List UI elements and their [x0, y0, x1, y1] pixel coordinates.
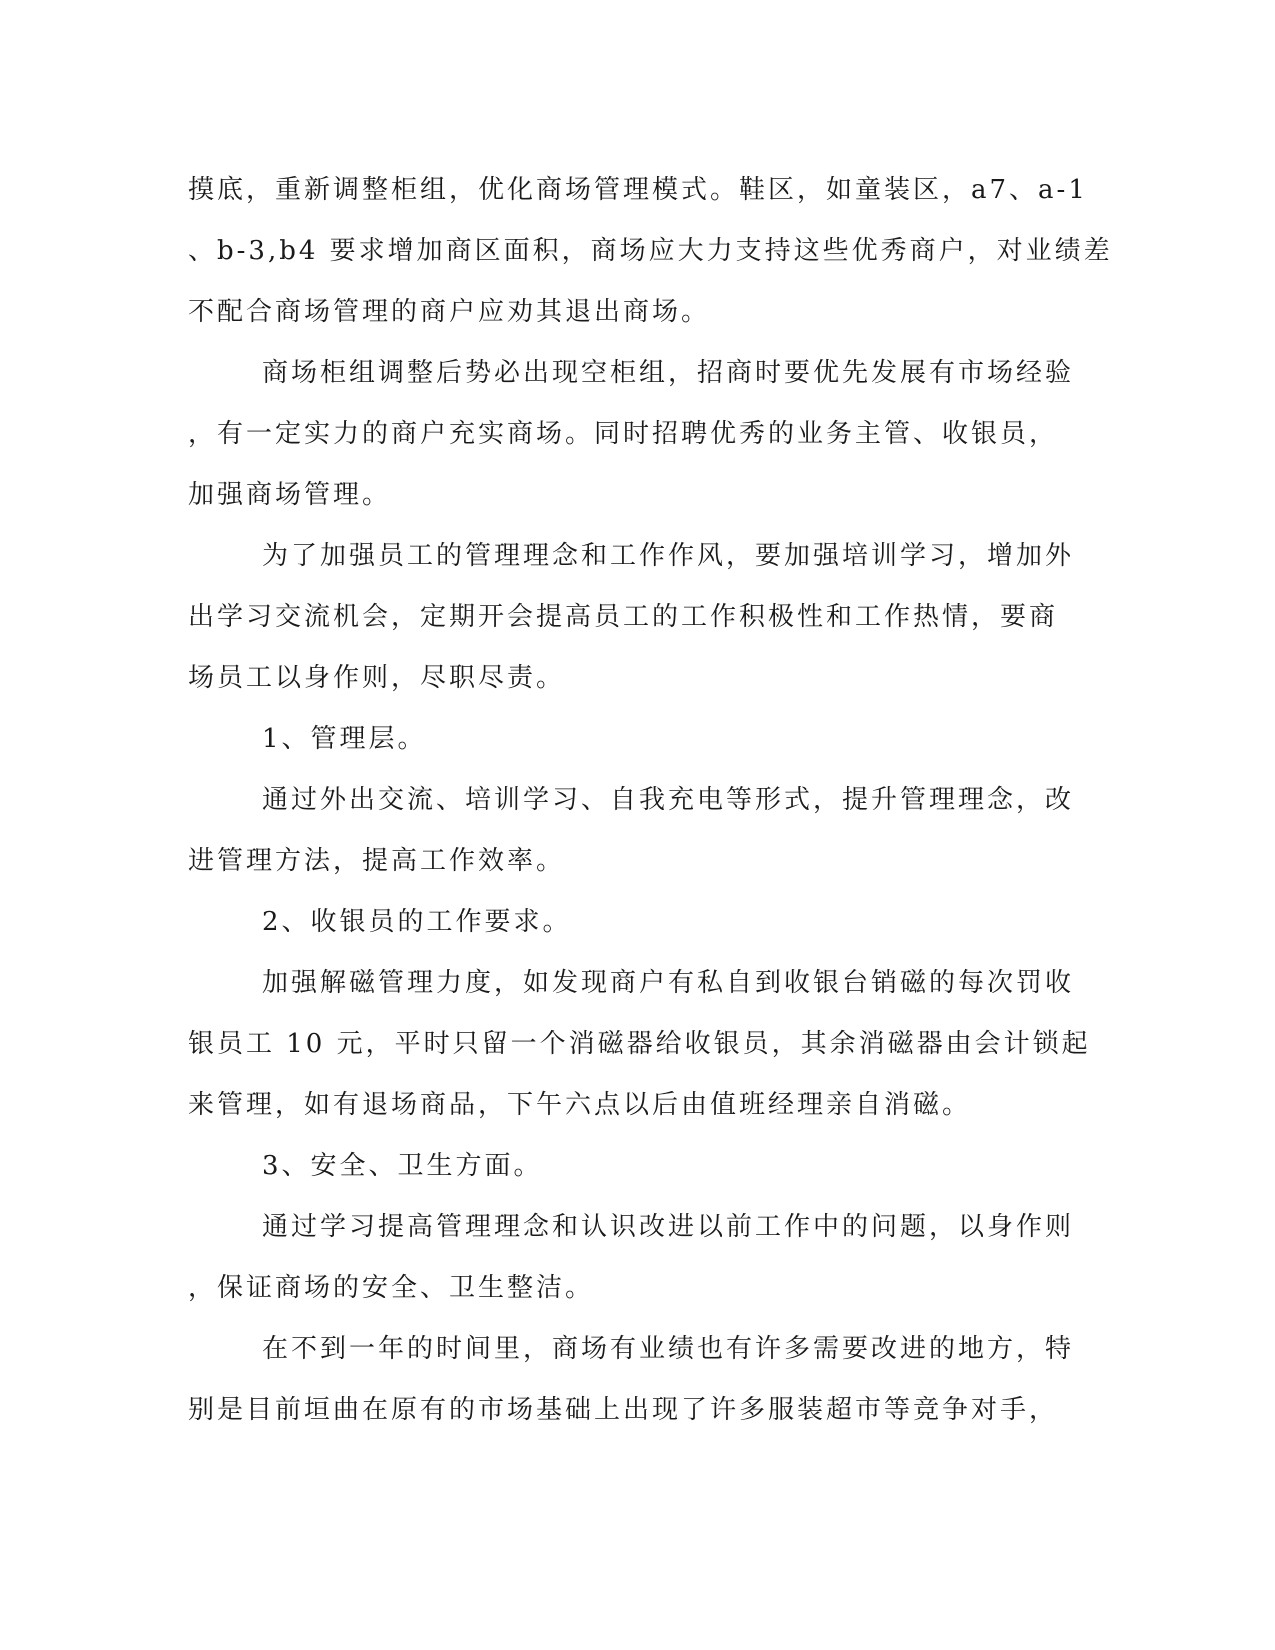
paragraph-start-line: 通过学习提高管理理念和认识改进以前工作中的问题，以身作则 — [262, 1212, 1075, 1242]
paragraph-start-line: 为了加强员工的管理理念和工作作风，要加强培训学习，增加外 — [262, 541, 1075, 571]
text-line: 出学习交流机会，定期开会提高员工的工作积极性和工作热情，要商 — [188, 602, 1059, 632]
section-heading-safety: 3、安全、卫生方面。 — [262, 1151, 543, 1181]
text-line: 进管理方法，提高工作效率。 — [188, 846, 566, 876]
text-line: 来管理，如有退场商品，下午六点以后由值班经理亲自消磁。 — [188, 1090, 972, 1120]
document-body — [188, 160, 1113, 1441]
paragraph-start-line: 商场柜组调整后势必出现空柜组，招商时要优先发展有市场经验 — [262, 358, 1075, 388]
text-line: 、b-3,b4 要求增加商区面积，商场应大力支持这些优秀商户，对业绩差 — [188, 236, 1113, 266]
text-line: 别是目前垣曲在原有的市场基础上出现了许多服装超市等竞争对手， — [188, 1395, 1059, 1425]
text-line: 加强商场管理。 — [188, 480, 392, 510]
text-line: 摸底，重新调整柜组，优化商场管理模式。鞋区，如童装区，a7、a-1 — [188, 175, 1088, 205]
section-heading-management: 1、管理层。 — [262, 724, 427, 754]
paragraph-start-line: 在不到一年的时间里，商场有业绩也有许多需要改进的地方，特 — [262, 1334, 1075, 1364]
text-line: 银员工 10 元，平时只留一个消磁器给收银员，其余消磁器由会计锁起 — [188, 1029, 1091, 1059]
text-line: 不配合商场管理的商户应劝其退出商场。 — [188, 297, 711, 327]
section-heading-cashier: 2、收银员的工作要求。 — [262, 907, 572, 937]
paragraph-start-line: 通过外出交流、培训学习、自我充电等形式，提升管理理念，改 — [262, 785, 1075, 815]
text-line: ，有一定实力的商户充实商场。同时招聘优秀的业务主管、收银员， — [188, 419, 1059, 449]
text-line: ，保证商场的安全、卫生整洁。 — [188, 1273, 595, 1303]
text-line: 场员工以身作则，尽职尽责。 — [188, 663, 566, 693]
paragraph-start-line: 加强解磁管理力度，如发现商户有私自到收银台销磁的每次罚收 — [262, 968, 1075, 998]
